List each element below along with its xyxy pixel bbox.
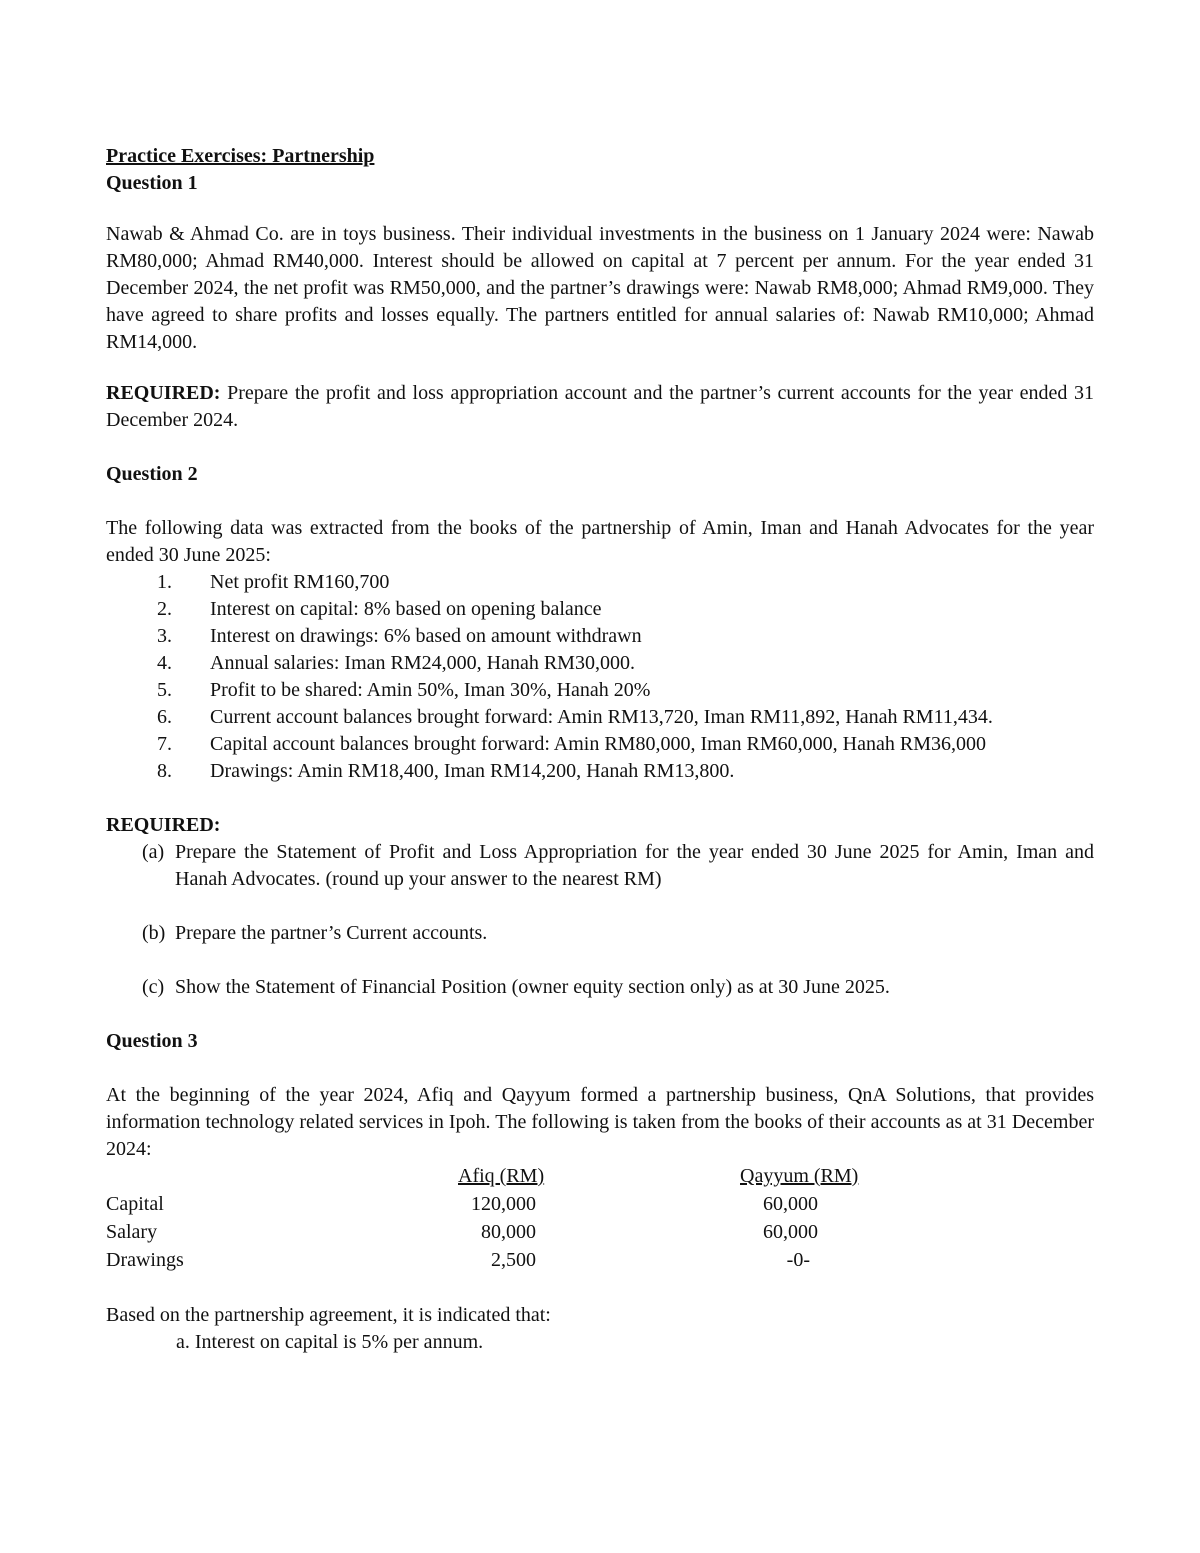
list-item — [106, 596, 1112, 623]
table-row — [106, 1191, 940, 1219]
question-2-heading: Question 2 — [106, 463, 198, 485]
afiq-value: 2,500 — [491, 1249, 536, 1271]
list-text: Current account balances brought forward: Amin RM13,720, Iman RM11,892, Hanah RM11,434. — [210, 706, 993, 728]
list-number: 1. — [157, 571, 172, 593]
list-text: Capital account balances brought forward: Amin RM80,000, Iman RM60,000, Hanah RM36,000 — [210, 733, 986, 755]
document-content — [106, 143, 1094, 1356]
list-number: 2. — [157, 598, 172, 620]
question-2-requirements — [106, 839, 1094, 1001]
list-text: Annual salaries: Iman RM24,000, Hanah RM30,000. — [210, 652, 635, 674]
question-1-heading: Question 1 — [106, 172, 198, 194]
list-item — [106, 758, 1112, 785]
question-1-body: Nawab & Ahmad Co. are in toys business. Their individual investments in the business on 1 January 2024 were: Nawab RM80,000; Ahmad RM40,000. Interest should be allowed on capital at 7 percent per annum. For the year ended 31 December 2024, the net profit was RM50,000, and the partner’s drawings were: Nawab RM8,000; Ahmad RM9,000. They have agreed to share profits and losses equally. The partners entitled for annual salaries of: Nawab RM10,000; Ahmad RM14,000. — [106, 223, 1094, 353]
requirement-letter: (a) — [142, 841, 165, 863]
agreement-list — [106, 1329, 1094, 1356]
requirement-item — [142, 974, 1094, 1001]
requirement-item — [142, 920, 1094, 947]
list-item — [106, 731, 1112, 758]
table-header-row — [106, 1163, 940, 1191]
qayyum-value: -0- — [786, 1249, 810, 1271]
list-item — [106, 677, 1112, 704]
list-item — [106, 650, 1112, 677]
question-2-data-list — [106, 569, 1112, 785]
requirement-text: Prepare the Statement of Profit and Loss Appropriation for the year ended 30 June 2025 for Amin, Iman and Hanah Advocates. (round up your answer to the nearest RM) — [175, 841, 1094, 890]
question-2-intro: The following data was extracted from the books of the partnership of Amin, Iman and Hanah Advocates for the year ended 30 June 2025: — [106, 517, 1094, 566]
list-number: 8. — [157, 760, 172, 782]
list-item — [106, 623, 1112, 650]
list-item — [106, 569, 1112, 596]
requirement-text: Show the Statement of Financial Position (owner equity section only) as at 30 June 2025. — [175, 976, 890, 998]
requirement-letter: (c) — [142, 976, 165, 998]
question-3-intro: At the beginning of the year 2024, Afiq and Qayyum formed a partnership business, QnA Solutions, that provides information technology related services in Ipoh. The following is taken from the books of their accounts as at 31 December 2024: — [106, 1084, 1094, 1160]
row-label: Salary — [106, 1221, 158, 1243]
list-text: Interest on capital: 8% based on opening balance — [210, 598, 602, 620]
list-text: Net profit RM160,700 — [210, 571, 390, 593]
list-text: Interest on drawings: 6% based on amount withdrawn — [210, 625, 642, 647]
list-text: Drawings: Amin RM18,400, Iman RM14,200, Hanah RM13,800. — [210, 760, 735, 782]
agreement-item: a. Interest on capital is 5% per annum. — [176, 1331, 484, 1353]
agreement-intro: Based on the partnership agreement, it is indicated that: — [106, 1304, 551, 1326]
question-3-heading: Question 3 — [106, 1030, 198, 1052]
qayyum-value: 60,000 — [763, 1193, 818, 1215]
list-number: 6. — [157, 706, 172, 728]
afiq-value: 120,000 — [471, 1193, 536, 1215]
table-row — [106, 1219, 940, 1247]
document-title: Practice Exercises: Partnership — [106, 145, 375, 167]
partner-balances-table — [106, 1163, 940, 1275]
row-label: Drawings — [106, 1249, 184, 1271]
required-label: REQUIRED: — [106, 382, 221, 404]
list-number: 4. — [157, 652, 172, 674]
requirement-text: Prepare the partner’s Current accounts. — [175, 922, 488, 944]
list-number: 3. — [157, 625, 172, 647]
row-label: Capital — [106, 1193, 164, 1215]
question-1-required — [106, 380, 1094, 434]
qayyum-column-header: Qayyum (RM) — [740, 1165, 859, 1187]
list-number: 5. — [157, 679, 172, 701]
requirement-letter: (b) — [142, 922, 166, 944]
afiq-column-header: Afiq (RM) — [458, 1165, 545, 1187]
list-text: Profit to be shared: Amin 50%, Iman 30%, Hanah 20% — [210, 679, 651, 701]
qayyum-value: 60,000 — [763, 1221, 818, 1243]
list-item — [106, 704, 1112, 731]
requirement-item — [142, 839, 1094, 893]
afiq-value: 80,000 — [481, 1221, 536, 1243]
question-2-required-label: REQUIRED: — [106, 814, 221, 836]
required-text: Prepare the profit and loss appropriation account and the partner’s current accounts for the year ended 31 December 2024. — [106, 382, 1094, 431]
list-number: 7. — [157, 733, 172, 755]
table-row — [106, 1247, 940, 1275]
